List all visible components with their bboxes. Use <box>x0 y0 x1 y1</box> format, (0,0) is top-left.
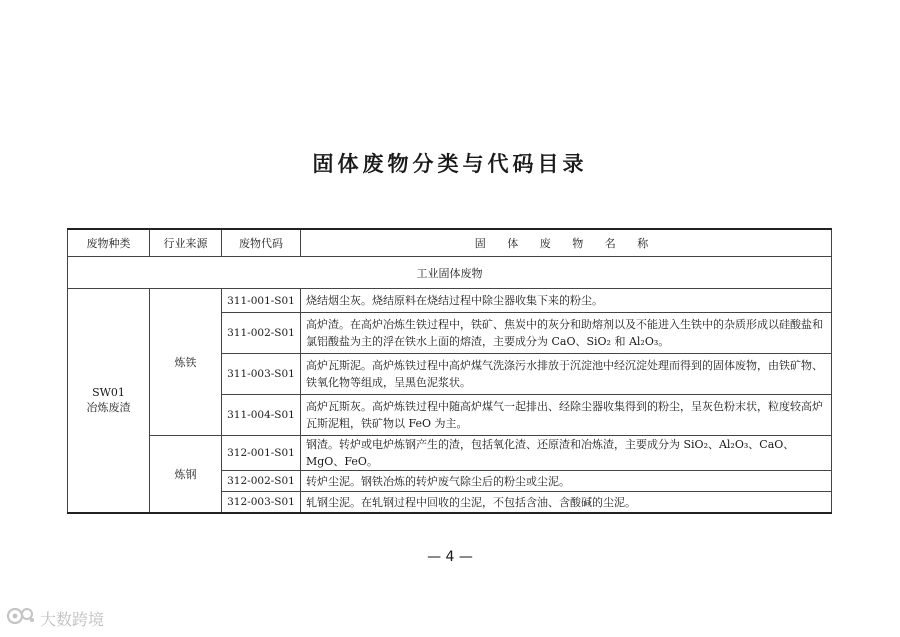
waste-code-cell: 311-002-S01 <box>222 313 301 354</box>
watermark <box>6 605 104 631</box>
header-waste-category: 废物种类 <box>68 229 150 257</box>
watermark-text: 大数跨境 <box>40 609 105 629</box>
waste-description-cell: 高炉瓦斯灰。高炉炼铁过程中随高炉煤气一起排出、经除尘器收集得到的粉尘，呈灰色粉末状，粒度较高炉瓦斯泥粗，铁矿物以 FeO 为主。 <box>301 395 832 436</box>
header-industry-source: 行业来源 <box>150 229 222 257</box>
waste-description-cell: 钢渣。转炉或电炉炼钢产生的渣，包括氧化渣、还原渣和冶炼渣，主要成分为 SiO₂、Al₂O₃、CaO、MgO、FeO。 <box>301 436 832 471</box>
header-waste-code: 废物代码 <box>222 229 301 257</box>
waste-code-cell: 312-003-S01 <box>222 492 301 514</box>
table-header-row <box>68 229 832 257</box>
industry-source-cell: 炼铁 <box>150 289 222 436</box>
waste-catalog-table <box>67 228 832 514</box>
header-waste-name: 固 体 废 物 名 称 <box>301 229 832 257</box>
table-row <box>68 289 832 313</box>
waste-category-cell <box>68 289 150 514</box>
waste-description-cell: 烧结烟尘灰。烧结原料在烧结过程中除尘器收集下来的粉尘。 <box>301 289 832 313</box>
category-code: SW01 <box>92 386 125 399</box>
waste-code-cell: 312-001-S01 <box>222 436 301 471</box>
page-number: — 4 — <box>427 549 473 565</box>
waste-description-cell: 轧钢尘泥。在轧钢过程中回收的尘泥，不包括含油、含酸碱的尘泥。 <box>301 492 832 514</box>
waste-description-cell: 转炉尘泥。钢铁冶炼的转炉废气除尘后的粉尘或尘泥。 <box>301 471 832 492</box>
waste-description-cell: 高炉瓦斯泥。高炉炼铁过程中高炉煤气洗涤污水排放于沉淀池中经沉淀处理而得到的固体废物，由铁矿物、铁氧化物等组成，呈黑色泥浆状。 <box>301 354 832 395</box>
industry-source-cell: 炼钢 <box>150 436 222 514</box>
waste-code-cell: 312-002-S01 <box>222 471 301 492</box>
section-row <box>68 257 832 289</box>
section-title: 工业固体废物 <box>68 257 832 289</box>
brand-logo-icon <box>6 605 36 631</box>
waste-code-cell: 311-001-S01 <box>222 289 301 313</box>
category-name: 冶炼废渣 <box>86 401 131 414</box>
waste-code-cell: 311-003-S01 <box>222 354 301 395</box>
table-row <box>68 436 832 471</box>
document-title: 固体废物分类与代码目录 <box>312 152 588 176</box>
waste-code-cell: 311-004-S01 <box>222 395 301 436</box>
waste-description-cell: 高炉渣。在高炉冶炼生铁过程中，铁矿、焦炭中的灰分和助熔剂以及不能进入生铁中的杂质形成以硅酸盐和氯铝酸盐为主的浮在铁水上面的熔渣，主要成分为 CaO、SiO₂ 和 Al₂O₃。 <box>301 313 832 354</box>
